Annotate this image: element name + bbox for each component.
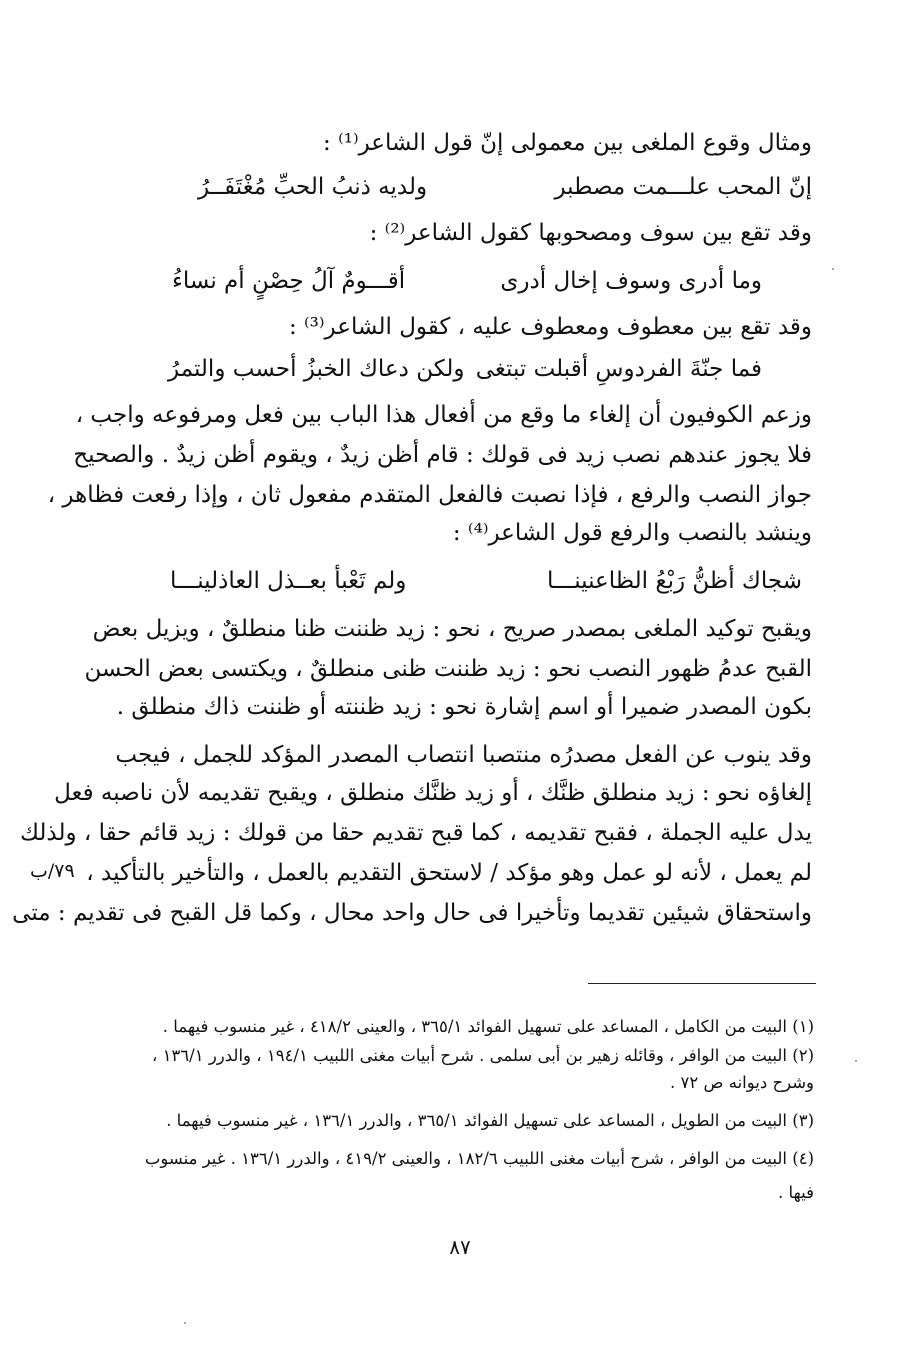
text-line: وقد تقع بين سوف ومصحوبها كقول الشاعر⁽²⁾ :: [369, 220, 812, 246]
text-line: جواز النصب والرفع ، فإذا نصبت فالفعل المتقدم مفعول ثان ، وإذا رفعت فظاهر ،: [47, 482, 812, 508]
text-line: وقد تقع بين معطوف ومعطوف عليه ، كقول الشاعر⁽³⁾ :: [288, 314, 812, 340]
verse-hemistich-left: أقـــومٌ آلُ حِصْنٍ أم نساءُ: [172, 268, 406, 294]
verse-hemistich-right: إنّ المحب علـــمت مصطبر: [554, 174, 812, 200]
text-line: يدل عليه الجملة ، فقبح تقديمه ، كما قبح تقديم حقا من قولك : زيد قائم حقا ، ولذلك: [20, 820, 812, 846]
text-line: لم يعمل ، لأنه لو عمل وهو مؤكد / لاستحق التقديم بالعمل ، والتأخير بالتأكيد ،: [86, 860, 812, 886]
text-line: إلغاؤه نحو : زيد منطلق ظنَّك ، أو زيد ظنَّك منطلق ، ويقبح تقديمه لأن ناصبه فعل: [54, 780, 812, 806]
footnote-line: (١) البيت من الكامل ، المساعد على تسهيل الفوائد ٣٦٥/١ ، والعينى ٤١٨/٢ ، غير منسوب فيهما .: [162, 1017, 814, 1036]
verse-hemistich-left: ولديه ذنبُ الحبِّ مُغْتَفَــرُ: [198, 174, 428, 200]
footnote-separator: [588, 983, 816, 984]
footnote-line: وشرح ديوانه ص ٧٢ .: [670, 1073, 814, 1092]
scan-speck: [832, 268, 834, 270]
footnote-line: (٢) البيت من الوافر ، وقائله زهير بن أبى سلمى . شرح أبيات مغنى اللبيب ١٩٤/١ ، والدرر ١٣٦/١ ،: [152, 1046, 814, 1065]
footnote-line: فيها .: [778, 1183, 814, 1202]
verse-hemistich-left: ولم تَعْبأ بعــذل العاذلينـــا: [170, 568, 407, 594]
scan-speck: [184, 1322, 186, 1324]
footnote-line: (٣) البيت من الطويل ، المساعد على تسهيل الفوائد ٣٦٥/١ ، والدرر ١٣٦/١ ، غير منسوب فيهما .: [166, 1111, 814, 1130]
verse-hemistich-right: شجاك أظنُّ رَبْعُ الظاعنينـــا: [546, 568, 802, 594]
text-line: وينشد بالنصب والرفع قول الشاعر⁽⁴⁾ :: [452, 520, 812, 546]
folio-margin-note: ٧٩/ب: [30, 860, 75, 882]
text-line: وقد ينوب عن الفعل مصدرُه منتصبا انتصاب المصدر المؤكد للجمل ، فيجب: [115, 742, 812, 768]
verse-hemistich-left: ولكن دعاك الخبزُ أحسب والتمرُ: [168, 356, 465, 382]
text-line: فلا يجوز عندهم نصب زيد فى قولك : قام أظن زيدٌ ، ويقوم أظن زيدٌ . والصحيح: [73, 442, 812, 468]
verse-hemistich-right: فما جنّةَ الفردوسِ أقبلت تبتغى: [475, 356, 762, 382]
text-line: بكون المصدر ضميرا أو اسم إشارة نحو : زيد ظننته أو ظننت ذاك منطلق .: [116, 694, 812, 720]
text-line: ومثال وقوع الملغى بين معمولى إنّ قول الشاعر⁽¹⁾ :: [323, 130, 812, 156]
text-line: ويقبح توكيد الملغى بمصدر صريح ، نحو : زيد ظننت ظنا منطلقٌ ، ويزيل بعض: [92, 616, 812, 642]
footnote-line: (٤) البيت من الوافر ، شرح أبيات مغنى اللبيب ١٨٢/٦ ، والعينى ٤١٩/٢ ، والدرر ١٣٦/١ . غير منسوب: [144, 1149, 814, 1168]
text-line: وزعم الكوفيون أن إلغاء ما وقع من أفعال هذا الباب بين فعل ومرفوعه واجب ،: [75, 402, 812, 428]
verse-hemistich-right: وما أدرى وسوف إخال أدرى: [500, 268, 762, 294]
text-line: واستحقاق شيئين تقديما وتأخيرا فى حال واحد محال ، وكما قل القبح فى تقديم : متى: [12, 900, 812, 926]
scan-speck: [855, 1060, 857, 1062]
page-number: ٨٧: [449, 1235, 471, 1259]
text-line: القبح عدمُ ظهور النصب نحو : زيد ظننت ظنى منطلقٌ ، ويكتسى بعض الحسن: [84, 656, 812, 682]
